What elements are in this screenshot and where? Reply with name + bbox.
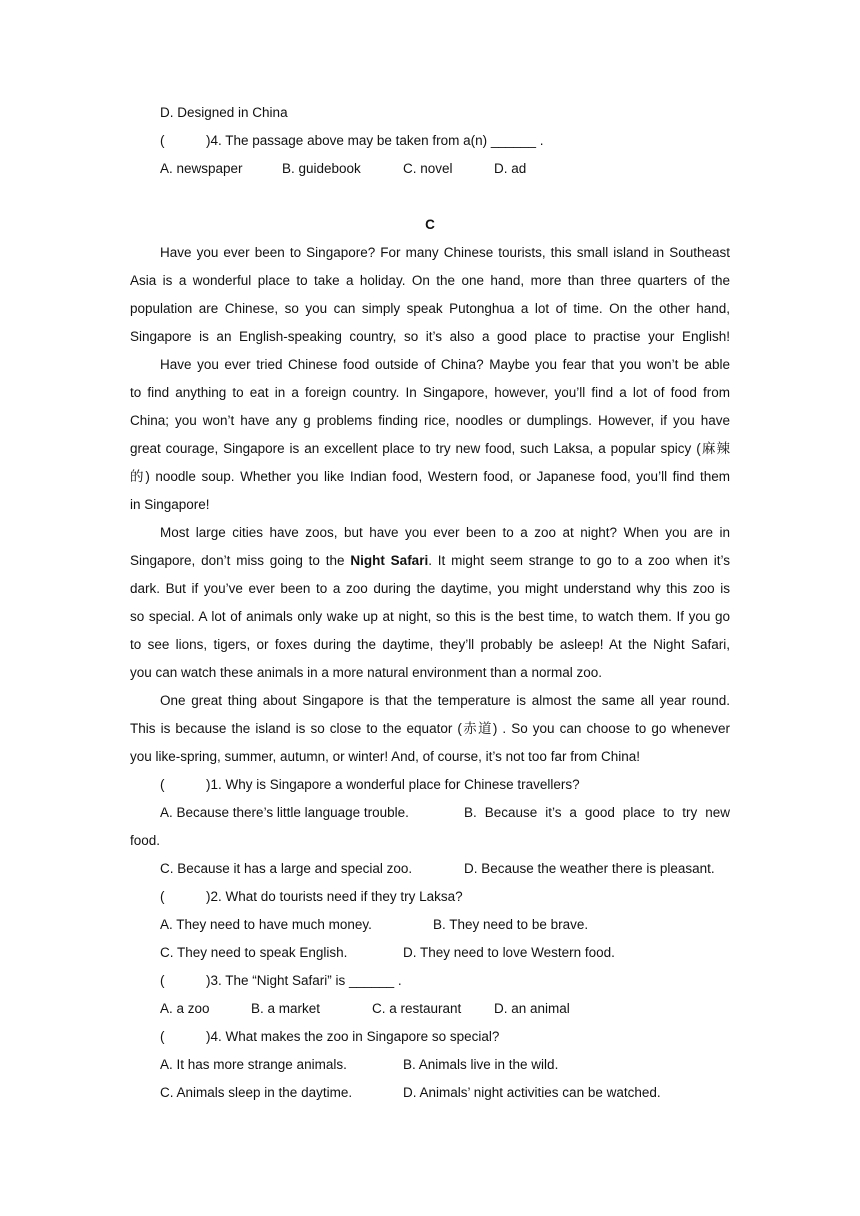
passage-line <box>130 547 730 575</box>
passage-line: Most large cities have zoos, but have you ever been to a zoo at night? When you are in <box>160 525 730 540</box>
question-3 <box>160 967 730 995</box>
answer-blank: ( <box>160 889 165 904</box>
passage-line: This is because the island is so close to the equator (赤道) . So you can choose to go whenever <box>130 721 730 736</box>
passage-line: to see lions, tigers, or foxes during the daytime, they’ll probably be asleep! At the Night Safari, <box>130 637 730 652</box>
question-text: )4. What makes the zoo in Singapore so special? <box>206 1029 500 1044</box>
option-c: C. novel <box>403 161 453 176</box>
option-d: D. They need to love Western food. <box>403 945 615 960</box>
passage-line: in Singapore! <box>130 497 210 512</box>
prev-question-4 <box>160 127 730 155</box>
passage-line: you like-spring, summer, autumn, or winter! And, of course, it’s not too far from China! <box>130 749 640 764</box>
question-text: )2. What do tourists need if they try Laksa? <box>206 889 463 904</box>
answer-blank: ( <box>160 1029 165 1044</box>
option-a: A. It has more strange animals. <box>160 1057 347 1072</box>
passage-line: Have you ever been to Singapore? For many Chinese tourists, this small island in Southeast <box>160 245 730 260</box>
question-2-options-ab <box>160 911 730 939</box>
question-4 <box>160 1023 730 1051</box>
passage-text: Singapore, don’t miss going to the <box>130 553 351 568</box>
passage-line: so special. A lot of animals only wake up at night, so this is the best time, to watch them. If you go <box>130 609 730 624</box>
passage-line: you can watch these animals in a more natural environment than a normal zoo. <box>130 665 603 680</box>
option-d: D. Because the weather there is pleasant. <box>464 861 715 876</box>
answer-blank: ( <box>160 133 165 148</box>
option-d: D. ad <box>494 161 527 176</box>
option-b: B. They need to be brave. <box>433 917 589 932</box>
question-text: )3. The “Night Safari” is ______ . <box>206 973 402 988</box>
passage-line: dark. But if you’ve ever been to a zoo during the daytime, you might understand why this zoo is <box>130 581 730 596</box>
option-b-continued: food. <box>130 833 161 848</box>
question-2-options-cd <box>160 939 730 967</box>
option-c: C. a restaurant <box>372 1001 462 1016</box>
option-b: B. guidebook <box>282 161 361 176</box>
question-text: )1. Why is Singapore a wonderful place for Chinese travellers? <box>206 777 580 792</box>
option-d: D. Animals’ night activities can be watched. <box>403 1085 661 1100</box>
passage-line: great courage, Singapore is an excellent place to try new food, such Laksa, a popular spicy (麻辣 <box>130 441 730 456</box>
option-d: D. an animal <box>494 1001 570 1016</box>
passage-text: . It might seem strange to go to a zoo when it’s <box>428 553 730 568</box>
passage-line: Have you ever tried Chinese food outside of China? Maybe you fear that you won’t be able <box>160 357 730 372</box>
option-a: A. Because there’s little language trouble. <box>160 805 409 820</box>
prev-question-4-options <box>160 155 730 183</box>
passage-line: Asia is a wonderful place to take a holiday. On the one hand, more than three quarters of the <box>130 273 730 288</box>
option-c: C. Animals sleep in the daytime. <box>160 1085 353 1100</box>
option-c: C. They need to speak English. <box>160 945 348 960</box>
question-4-options-ab <box>160 1051 730 1079</box>
passage-line: to find anything to eat in a foreign country. In Singapore, however, you’ll find a lot of food from <box>130 385 730 400</box>
option-a: A. a zoo <box>160 1001 210 1016</box>
option-c: C. Because it has a large and special zoo. <box>160 861 413 876</box>
question-text: )4. The passage above may be taken from a(n) ______ . <box>206 133 544 148</box>
option-b: B. Because it’s a good place to try new <box>464 805 730 820</box>
section-heading: C <box>425 217 435 232</box>
passage-line: China; you won’t have any g problems finding rice, noodles or dumplings. However, if you have <box>130 413 730 428</box>
passage-line: Singapore is an English-speaking country, so it’s also a good place to practise your English! <box>130 329 730 344</box>
question-4-options-cd <box>160 1079 730 1107</box>
night-safari-bold: Night Safari <box>350 553 429 568</box>
option-a: A. newspaper <box>160 161 243 176</box>
question-3-options <box>160 995 730 1023</box>
option-b: B. a market <box>251 1001 321 1016</box>
question-1-options-ab <box>160 799 730 827</box>
passage-line: One great thing about Singapore is that the temperature is almost the same all year round. <box>160 693 730 708</box>
answer-blank: ( <box>160 973 165 988</box>
question-1 <box>160 771 730 799</box>
answer-blank: ( <box>160 777 165 792</box>
question-2 <box>160 883 730 911</box>
option-a: A. They need to have much money. <box>160 917 372 932</box>
question-1-options-cd <box>160 855 730 883</box>
passage-line: population are Chinese, so you can simply speak Putonghua a lot of time. On the other hand, <box>130 301 730 316</box>
passage-line: 的) noodle soup. Whether you like Indian food, Western food, or Japanese food, you’ll find them <box>130 469 730 484</box>
prev-option-d: D. Designed in China <box>160 105 288 120</box>
option-b: B. Animals live in the wild. <box>403 1057 559 1072</box>
